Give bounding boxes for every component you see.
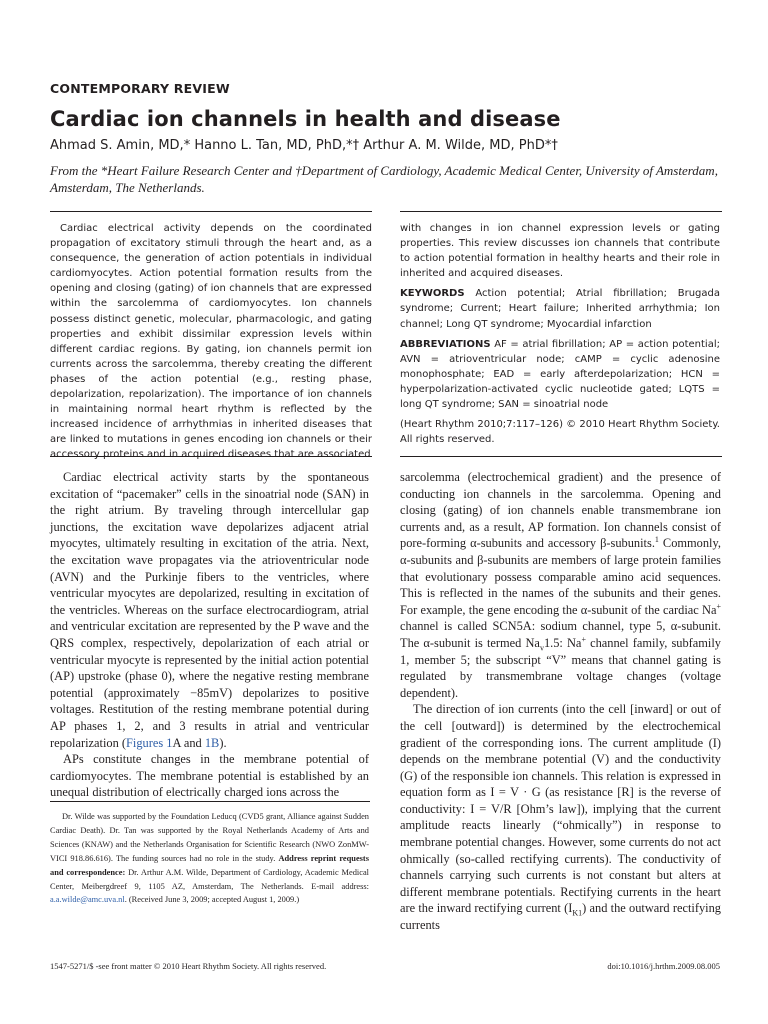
body-paragraph: Cardiac electrical activity starts by the spontaneous excitation of “pacemaker” cells in the sinoatrial node (SAN) in the right atrium. By traveling through intercellular gap junctions, the excitation wave depolarizes adjacent atrial myocytes, ultimately resulting in excitation of the atria. Next, the excitation wave propagates via the atrioventricular node (AVN) and the Purkinje fibers to the ventricles, where ventricular myocytes are depolarized, resulting in excitation of the ventricles. Whereas on the surface electrocardiogram, atrial and ventricular excitation are represented by the P wave and the QRS complex, respectively, depolarization of each atrial or ventricular myocyte is represented by the initial action potential (AP) upstroke (phase 0), where the negative resting membrane potential (approximately −85mV) depolarizes to positive voltages. Restitution of the resting membrane potential during AP phases 1, 2, and 3 results in atrial and ventricular repolarization (Figures 1A and 1B). xyxy=(50,470,369,750)
abstract-left-column: Cardiac electrical activity depends on the coordinated propagation of excitatory stimuli through the heart and, as a consequence, the generation of action potentials in individual cardiomyocytes. Action potential formation results from the opening and closing (gating) of ion channels that are expressed within the sarcolemma of cardiomyocytes. Ion channels possess distinct genetic, molecular, pharmacologic, and gating properties and exhibit dissimilar expression levels within different cardiac regions. By gating, ion channels permit ion currents across the sarcolemma, thereby creating the different phases of the action potential (e.g., resting phase, depolarization, repolarization). The importance of ion channels in maintaining normal heart rhythm is reflected by the increased incidence of arrhythmias in inherited diseases that are linked to mutations in genes encoding ion channels or their accessory proteins and in acquired diseases that are associated xyxy=(50,223,372,461)
abbreviations-text: AF = atrial fibrillation; AP = action potential; AVN = atrioventricular node; cAMP = cyclic adenosine monophosphate; EAD = early afterdepolarization; HCN = hyperpolarization-activated cyclic nucleotide gated; LQTS = long QT syndrome; SAN = sinoatrial node xyxy=(400,338,720,411)
body-left-column xyxy=(50,469,369,801)
keywords-label: KEYWORDS xyxy=(400,288,465,300)
abbreviations-block xyxy=(400,337,720,412)
affiliation: From the *Heart Failure Research Center and †Department of Cardiology, Academic Medical Center, University of Amsterdam, Amsterdam, The Netherlands. xyxy=(50,163,718,195)
keywords-text: Action potential; Atrial fibrillation; Brugada syndrome; Current; Heart failure; Inherited arrhythmia; Ion channel; Long QT syndrome; Myocardial infarction xyxy=(400,288,720,330)
abstract-bottom-rule-right xyxy=(400,456,722,457)
footnote-rule xyxy=(50,801,370,802)
body-right-column xyxy=(400,469,721,934)
figure-link[interactable]: Figures 1 xyxy=(126,735,173,750)
body-paragraph: APs constitute changes in the membrane potential of cardiomyocytes. The membrane potential is established by an unequal distribution of electrically charged ions across the xyxy=(50,752,369,800)
article-title: Cardiac ion channels in health and disease xyxy=(50,107,561,131)
abstract-bottom-rule-left xyxy=(50,456,372,457)
abbreviations-label: ABBREVIATIONS xyxy=(400,338,491,350)
abstract-top-rule-left xyxy=(50,211,372,212)
author-list: Ahmad S. Amin, MD,* Hanno L. Tan, MD, PhD,*† Arthur A. M. Wilde, MD, PhD*† xyxy=(50,138,558,153)
abstract-right-column xyxy=(400,221,720,452)
keywords-block xyxy=(400,286,720,331)
body-paragraph: The direction of ion currents (into the cell [inward] or out of the cell [outward]) is determined by the electrochemical gradient of the corresponding ions. The current amplitude (I) depends on the membrane potential (V) and the conductivity (G) of the responsible ion channels. This relation is expressed in equation form as I = V · G (as resistance [R] is the reverse of conductivity: I = V/R [Ohm’s law]), implying that the current amplitude reacts linearly (“ohmically”) in response to membrane potential changes. However, some currents do not act ohmically (so-called rectifying currents). The conductivity of channels carrying such currents is not constant but alters at different membrane potentials. Rectifying currents in the heart are the inward rectifying current $(I_{K1})$ and the outward rectifying currents xyxy=(400,702,722,933)
footer-doi: doi:10.1016/j.hrthm.2009.08.005 xyxy=(607,961,720,971)
footnote: Dr. Wilde was supported by the Foundation Leducq (CVD5 grant, Alliance against Sudden Cardiac Death). Dr. Tan was supported by the Royal Netherlands Academy of Arts and Sciences (KNAW) and the Netherlands Organisation for Scientific Research (NWO ZonMW-VICI 918.86.616). The funding sources had no role in the study. Address reprint requests and correspondence: Dr. Arthur A.M. Wilde, Department of Cardiology, Academic Medical Center, Meibergdreef 9, 1105 AZ, Amsterdam, The Netherlands. E-mail address: a.a.wilde@amc.uva.nl. (Received June 3, 2009; accepted August 1, 2009.) xyxy=(50,812,369,905)
citation: (Heart Rhythm 2010;7:117–126) © 2010 Heart Rhythm Society. All rights reserved. xyxy=(400,419,720,446)
reference-superscript[interactable]: 1 xyxy=(654,535,659,545)
email-link[interactable]: a.a.wilde@amc.uva.nl xyxy=(50,895,125,905)
abstract-continuation: with changes in ion channel expression levels or gating properties. This review discusses ion channels that contribute to action potential formation in healthy hearts and their role in inherited and acquired diseases. xyxy=(400,223,720,280)
figure-link[interactable]: 1B xyxy=(204,735,220,750)
footer-copyright: 1547-5271/$ -see front matter © 2010 Heart Rhythm Society. All rights reserved. xyxy=(50,961,327,971)
body-paragraph: sarcolemma (electrochemical gradient) and the presence of conducting ion channels in the sarcolemma. Opening and closing (gating) of ion channels enable transmembrane ion currents and, as a result, AP formation. Ion channels consist of pore-forming α-subunits and accessory β-subunits.$^1$ Commonly, α-subunits and β-subunits are members of large protein families that evolutionary possess comparable amino acid sequences. This is reflected in the names of the subunits and their genes. For example, the gene encoding the α-subunit of the cardiac Na+ channel is called SCN5A: sodium channel, type 5, α-subunit. The α-subunit is termed $Na_v1.5$: Na+ channel family, subfamily 1, member 5; the subscript “V” means that channel gating is regulated by transmembrane voltage changes (voltage dependent). xyxy=(400,470,722,700)
section-label: CONTEMPORARY REVIEW xyxy=(50,81,230,96)
abstract-top-rule-right xyxy=(400,211,722,212)
